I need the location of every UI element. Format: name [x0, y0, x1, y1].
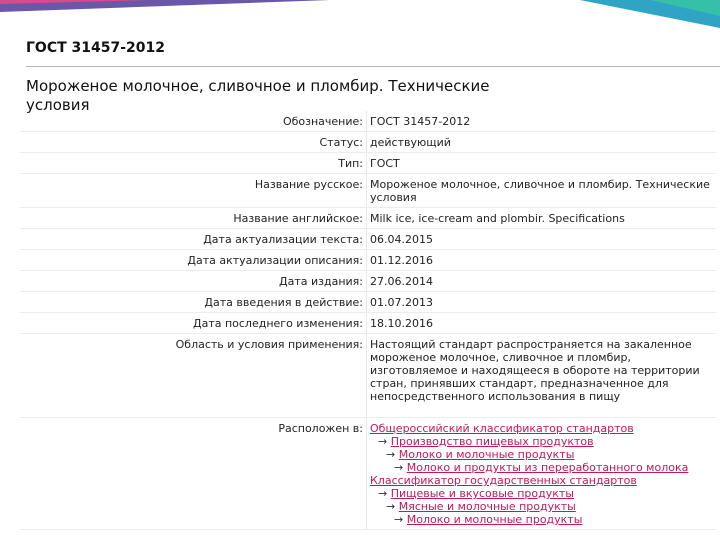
- field-value: действующий: [367, 132, 717, 153]
- classifier-item: [370, 435, 713, 448]
- page-subtitle: Мороженое молочное, сливочное и пломбир. Технические условия: [26, 77, 490, 114]
- field-label: Обозначение:: [20, 111, 367, 132]
- table-row: [20, 153, 716, 174]
- field-value: 06.04.2015: [367, 229, 717, 250]
- field-value: Мороженое молочное, сливочное и пломбир. Технические условия: [367, 174, 717, 208]
- arrow-right-icon: →: [394, 461, 404, 474]
- field-value: 01.07.2013: [367, 292, 717, 313]
- classifier-link[interactable]: Молоко и молочные продукты: [398, 448, 575, 461]
- table-row: [20, 132, 716, 153]
- table-row: [20, 313, 716, 334]
- classifier-item: [370, 513, 713, 526]
- field-label: Расположен в:: [20, 418, 367, 530]
- field-label: Название английское:: [20, 208, 367, 229]
- standard-info-table: [20, 111, 716, 530]
- field-label: Область и условия применения:: [20, 334, 367, 418]
- table-row: [20, 208, 716, 229]
- table-row: [20, 111, 716, 132]
- table-row: [20, 229, 716, 250]
- field-value: 27.06.2014: [367, 271, 717, 292]
- classifier-item: [370, 500, 713, 513]
- field-value: 01.12.2016: [367, 250, 717, 271]
- title-divider: [26, 66, 720, 67]
- classifier-link[interactable]: Молоко и продукты из переработанного молока: [406, 461, 689, 474]
- classifier-links: [367, 418, 717, 530]
- classifier-link[interactable]: Производство пищевых продуктов: [390, 435, 594, 448]
- decor-stripe-right-accent: [650, 0, 720, 16]
- field-label: Дата последнего изменения:: [20, 313, 367, 334]
- field-label: Дата издания:: [20, 271, 367, 292]
- field-label: Статус:: [20, 132, 367, 153]
- arrow-right-icon: →: [378, 487, 388, 500]
- classifier-link[interactable]: Классификатор государственных стандартов: [370, 474, 637, 487]
- table-row: [20, 174, 716, 208]
- table-row: [20, 271, 716, 292]
- classifier-link[interactable]: Пищевые и вкусовые продукты: [390, 487, 574, 500]
- field-value: ГОСТ 31457-2012: [367, 111, 717, 132]
- arrow-right-icon: →: [386, 500, 396, 513]
- classifier-link[interactable]: Мясные и молочные продукты: [398, 500, 576, 513]
- field-value: ГОСТ: [367, 153, 717, 174]
- classifier-item: [370, 461, 713, 474]
- table-row: [20, 418, 716, 530]
- field-label: Дата актуализации текста:: [20, 229, 367, 250]
- decorative-top-band: [0, 0, 720, 30]
- arrow-right-icon: →: [394, 513, 404, 526]
- field-label: Название русское:: [20, 174, 367, 208]
- classifier-link[interactable]: Молоко и молочные продукты: [406, 513, 583, 526]
- classifier-link[interactable]: Общероссийский классификатор стандартов: [370, 422, 634, 435]
- classifier-item: [370, 487, 713, 500]
- decor-stripe-left-accent: [0, 0, 150, 4]
- arrow-right-icon: →: [378, 435, 388, 448]
- table-row: [20, 334, 716, 418]
- field-label: Дата актуализации описания:: [20, 250, 367, 271]
- field-value: Настоящий стандарт распространяется на закаленное мороженое молочное, сливочное и пломбир, изготовляемое и находящееся в обороте на территории стран, принявших стандарт, предназначенное для непосредственного использования в пищу: [367, 334, 717, 418]
- field-value: Milk ice, ice-cream and plombir. Specifications: [367, 208, 717, 229]
- table-row: [20, 250, 716, 271]
- classifier-item: [370, 448, 713, 461]
- field-label: Тип:: [20, 153, 367, 174]
- table-row: [20, 292, 716, 313]
- page-title: ГОСТ 31457-2012: [26, 40, 166, 56]
- arrow-right-icon: →: [386, 448, 396, 461]
- field-value: 18.10.2016: [367, 313, 717, 334]
- field-label: Дата введения в действие:: [20, 292, 367, 313]
